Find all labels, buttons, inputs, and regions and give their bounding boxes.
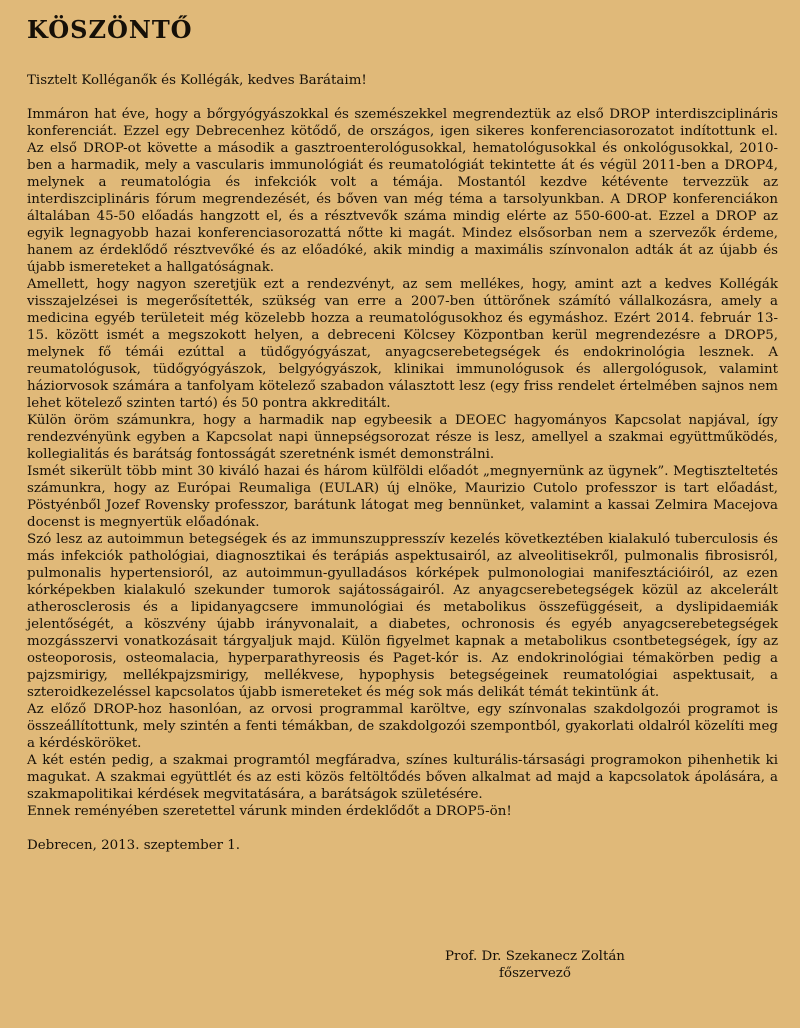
welcome-letter: [27, 14, 778, 854]
signature-name: Prof. Dr. Szekanecz Zoltán: [445, 949, 625, 964]
paragraph-drop5-announcement: Amellett, hogy nagyon szeretjük ezt a rendezvényt, az sem mellékes, hogy, amint azt a kedves Kollégák visszajelzései is megerősítették, szükség van erre a 2007-ben úttörőnek számító vállalkozásra, amely a medicina egyéb területeit még közelebb hozza a reumatológusokhoz és egymáshoz. Ezért 2014. február 13-15. között ismét a megszokott helyen, a debreceni Kölcsey Központban kerül megrendezésre a DROP5, melynek fő témái ezúttal a tüdőgyógyászat, anyagcserebetegségek és endokrinológia lesznek. A reumatológusok, tüdőgyógyászok, belgyógyászok, klinikai immunológusok és allergológusok, valamint háziorvosok számára a tanfolyam kötelező szabadon választott lesz (egy friss rendelet értelmében sajnos nem lehet kötelező szinten tartó) és 50 pontra akkreditált.: [27, 277, 778, 411]
paragraph-kapcsolat-day: Külön öröm számunkra, hogy a harmadik nap egybeesik a DEOEC hagyományos Kapcsolat napjával, így rendezvényünk egyben a Kapcsolat napi ünnepségsorozat része is lesz, amellyel a szakmai együttműködés, kollegialitás és barátság fontosságát szeretnénk ismét demonstrálni.: [27, 413, 778, 462]
paragraph-speakers: Ismét sikerült több mint 30 kiváló hazai és három külföldi előadót „megnyernünk az ügynek”. Megtiszteltetés számunkra, hogy az Európai Reumaliga (EULAR) új elnöke, Maurizio Cutolo professzor is tart előadást, Pöstyénből Jozef Rovensky professzor, barátunk látogat meg bennünket, valamint a kassai Zelmira Macejova docenst is megnyertük előadónak.: [27, 464, 778, 530]
paragraph-topics: Szó lesz az autoimmun betegségek és az immunszuppresszív kezelés következtében kialakuló tuberculosis és más infekciók pathológiai, diagnosztikai és terápiás aspektusairól, az alveolitisekről, pulmonalis fibrosisról, pulmonalis hypertensioról, az autoimmun-gyulladásos kórképek pulmonologiai manifesztációiról, az ezen kórképekben kialakuló szekunder tumorok sajátosságairól. Az anyagcserebetegségek közül az akcelerált atherosclerosis és a lipidanyagcsere immunológiai és metabolikus összefüggéseit, a dyslipidaemiák jelentőségét, a köszvény újabb irányvonalait, a diabetes, ochronosis és egyéb anyagcserebetegségek mozgásszervi vonatkozásait tárgyaljuk majd. Külön figyelmet kapnak a metabolikus csontbetegségek, így az osteoporosis, osteomalacia, hyperparathyreosis és Paget-kór is. Az endokrinológiai témakörben pedig a pajzsmirigy, mellékpajzsmirigy, mellékvese, hypophysis betegségeinek reumatológiai aspektusait, a szteroidkezeléssel kapcsolatos újabb ismereteket és még sok más delikát témát tekintünk át.: [27, 532, 778, 700]
letter-date: Debrecen, 2013. szeptember 1.: [27, 838, 241, 853]
paragraph-closing: Ennek reményében szeretettel várunk minden érdeklődőt a DROP5-ön!: [27, 804, 512, 819]
paragraph-social-program: A két estén pedig, a szakmai programtól megfáradva, színes kulturális-társasági programokon pihenhetik ki magukat. A szakmai együttlét és az esti közös feltöltődés bőven alkalmat ad majd a kapcsolatok ápolására, a szakmapolitikai kérdések megvitatására, a barátságok születésére.: [27, 753, 778, 802]
paragraph-history: Immáron hat éve, hogy a bőrgyógyászokkal és szemészekkel megrendeztük az első DROP interdiszciplináris konferenciát. Ezzel egy Debrecenhez kötődő, de országos, igen sikeres konferenciasorozatot indítottunk el. Az első DROP-ot követte a második a gasztroenterológusokkal, hematológusokkal és onkológusokkal, 2010-ben a harmadik, mely a vascularis immunológiát és reumatológiát tekintette át és végül 2011-ben a DROP4, melynek a reumatológia és infekciók volt a témája. Mostantól kezdve kétévente tervezzük az interdiszciplináris fórum megrendezését, és bőven van még téma a tarsolyunkban. A DROP konferenciákon általában 45-50 előadás hangzott el, és a résztvevők száma mindig elérte az 550-600-at. Ezzel a DROP az egyik legnagyobb hazai konferenciasorozattá nőtte ki magát. Mindez elsősorban nem a szervezők érdeme, hanem az érdeklődő résztvevőké és az előadóké, akik mindig a maximális színvonalon adták át az újabb és újabb ismereteket a hallgatóságnak.: [27, 107, 778, 275]
paragraph-nursing-program: Az előző DROP-hoz hasonlóan, az orvosi programmal karöltve, egy színvonalas szakdolgozói programot is összeállítottunk, mely szintén a fenti témákban, de szakdolgozói szempontból, gyakorlati oldalról közelíti meg a kérdésköröket.: [27, 702, 778, 751]
signature-block: [385, 948, 685, 982]
signature-role: főszervező: [499, 966, 571, 981]
letter-body: [27, 106, 778, 820]
salutation: Tisztelt Kolléganők és Kollégák, kedves Barátaim!: [27, 73, 367, 88]
page-title: KÖSZÖNTŐ: [27, 15, 193, 44]
